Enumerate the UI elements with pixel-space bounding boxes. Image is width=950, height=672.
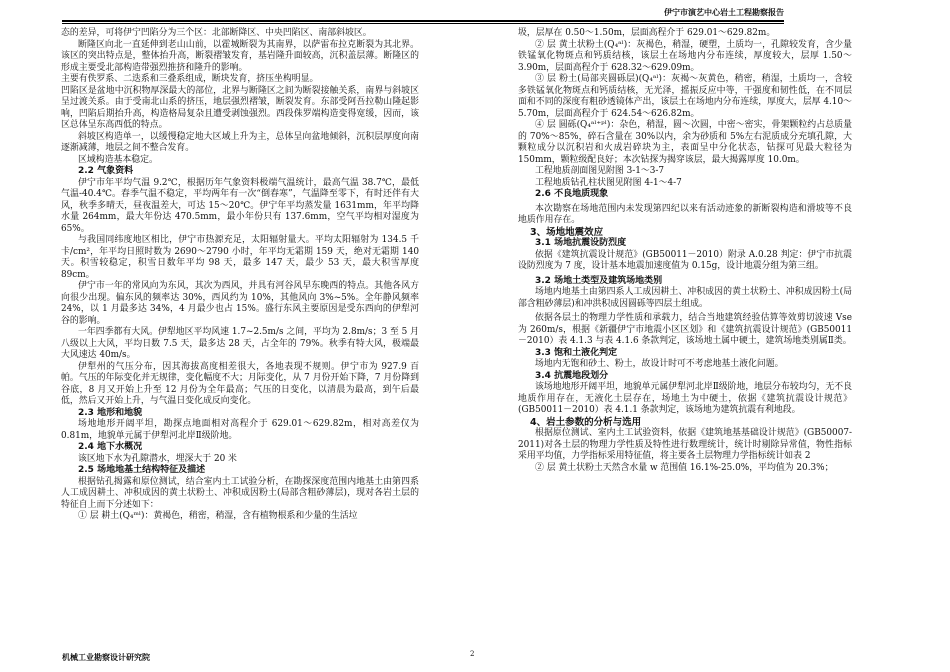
paragraph: ② 层 黄土状粉土天然含水量 w 范围值 16.1%-25.0%，平均值为 20.3%； bbox=[535, 462, 834, 473]
paragraph: 工程地质剖面图见附图 3-1～3-7 bbox=[535, 166, 665, 176]
paragraph: 该区地下水为孔隙潜水，埋深大于 20 米 bbox=[78, 453, 237, 464]
paragraph: 一年四季都有大风。伊犁地区平均风速 1.7~2.5m/s 之间，平均为 2.8m/s；3 至 5 月八级以上大风，平均日数 7.5 天，最多达 28 天，占全年的 79%。秋季有特大风，极端最大风速达 40m/s。 bbox=[61, 327, 419, 360]
paragraph: 与我国同纬度地区相比，伊宁市热源充足，太阳辐射量大。平均太阳辐射为 134.5 千卡/cm²，年平均日照时数为 2690～2790 小时，年平均无霜期 159 天，绝对无霜期 140 天。积雪较稳定，积雪日数年平均 98 天，最多 147 天，最少 53 天，最大积雪厚度 89cm。 bbox=[61, 235, 419, 280]
paragraph: 态的差异，可将伊宁凹陷分为三个区：北部断降区、中央凹陷区、南部斜坡区。 bbox=[61, 28, 372, 38]
section-heading-2-6: 2.6 不良地质现象 bbox=[535, 189, 609, 199]
paragraph: ① 层 耕土(Q₄ᵐˡ)：黄褐色，稍密，稍湿，含有植物根系和少量的生活垃 bbox=[78, 511, 358, 521]
section-heading-3-3: 3.3 饱和土液化判定 bbox=[535, 347, 618, 358]
section-heading-4: 4、岩土参数的分析与选用 bbox=[530, 416, 642, 428]
header-rule-thin bbox=[62, 23, 784, 24]
section-heading-2-5: 2.5 场地地基土结构特征及描述 bbox=[78, 465, 206, 475]
section-heading-3-4: 3.4 抗震地段划分 bbox=[535, 370, 609, 381]
section-heading-2-4: 2.4 地下水概况 bbox=[78, 442, 143, 452]
paragraph: 该场地地形开阔平坦，地貌单元属伊犁河北岸Ⅱ级阶地，地层分布较均匀，无不良地质作用存在，无液化土层存在，场地土为中硬土，依据《建筑抗震设计规范》(GB50011－2010）表 4.1.1 条款判定，该场地为建筑抗震有利地段。 bbox=[518, 382, 852, 415]
paragraph: 斜坡区构造单一，以缓慢稳定地大区域上升为主，总体呈向盆地倾斜，沉积层厚度向南逐渐减薄，地层之间不整合发育。 bbox=[61, 131, 419, 153]
page-number: 2 bbox=[470, 650, 475, 658]
header-rule-thick bbox=[62, 20, 784, 22]
right-column bbox=[518, 28, 852, 474]
section-heading-2-2: 2.2 气象资料 bbox=[78, 166, 134, 176]
left-column bbox=[61, 28, 419, 523]
paragraph: 依据《建筑抗震设计规范》(GB50011－2010）附录 A.0.28 判定：伊宁市抗震设防烈度为 7 度，设计基本地震加速度值为 0.15g，设计地震分组为第三组。 bbox=[518, 249, 852, 271]
paragraph: 伊犁州的气压分布，因其海拔高度相差很大，各地表现不规则。伊宁市为 927.9 百帕。气压的年际变化并无规律，变化幅度不大；月际变化，从 7 月份开始下降，7 月份降到谷底，8 月又开始上升至 12 月份为全年最高；气压的日变化，以清晨为最高，到午后最低，然后又开始上升，与气温日变化成反向变化。 bbox=[61, 361, 419, 406]
paragraph: 伊宁市一年的常风向为东风，其次为西风，并具有河谷风早东晚西的特点。其他各风方向很少出现。偏东风的频率达 30%，西风约为 10%，其他风向 3%~5%。全年静风频率 24%，以 1 月最多达 34%，4 月最少也占 15%。盛行东风主要原因是受东西向的伊犁河谷的影响。 bbox=[61, 281, 419, 326]
paragraph: 依据各层土的物理力学性质和承载力，结合当地建筑经验估算等效剪切波速 Vse 为 260m/s，根据《新疆伊宁市地震小区区划》和《建筑抗震设计规范》(GB50011－2010）表 4.1.3 与表 4.1.6 条款判定，该场地土属中硬土，建筑场地类别属Ⅱ类。 bbox=[518, 313, 852, 346]
paragraph: 伊宁市年平均气温 9.2℃，根据历年气象资料极端气温统计，最高气温 38.7℃，最低气温-40.4℃。春季气温不稳定，平均两年有一次“倒春寒”，气温降至零下，有时还伴有大风，秋季多晴天，昼夜温差大，可达 15～20℃。伊宁年平均蒸发量 1631mm，年平均降水量 264mm，最大年份达 470.5mm，最小年份只有 137.6mm，空气平均相对湿度为 65%。 bbox=[61, 177, 419, 234]
paragraph: ③ 层 粉土(局部夹圆砾层)(Q₄ᵃˡ)：灰褐～灰黄色，稍密，稍湿，土质均一，含较多铁锰氧化物斑点和钙质结核，无光泽，摇振反应中等，干强度和韧性低，在不同层面和不同的深度有粗砂透镜体产出，该层土在场地内分布连续，厚度大，层厚 4.10～5.70m，层面高程介于 624.54～626.82m。 bbox=[518, 74, 852, 119]
footer-organization: 机械工业勘察设计研究院 bbox=[62, 653, 150, 662]
section-heading-3-2: 3.2 场地土类型及建筑场地类别 bbox=[535, 275, 663, 286]
paragraph: 区域构造基本稳定。 bbox=[78, 154, 158, 165]
paragraph: 根据原位测试、室内土工试验资料，依据《建筑地基基础设计规范》(GB50007-2011)对各土层的物理力学性质及特性进行数理统计，统计时剔除异常值，物性指标采用平均值，力学指标采用特征值，将主要各土层物理力学指标统计如表 2 bbox=[518, 428, 852, 461]
section-heading-2-3: 2.3 地形和地貌 bbox=[78, 407, 143, 418]
paragraph: 凹陷区是盆地中沉积物厚深最大的部位，北界与断隆区之间为断裂接触关系，南界与斜坡区呈过渡关系。由于受南北山系的挤压，地层强烈褶皱，断裂发育。东部受阿吾拉勒山隆起影响，凹陷后期抬升高，构造格局复杂且遭受剥蚀强烈。西段侏罗端构造变得宽缓，因而，该区总体呈东高西低的特点。 bbox=[61, 85, 419, 130]
paragraph: 主要有佚罗系、二迭系和三叠系组成，断块发育，挤压坐构明显。 bbox=[61, 74, 319, 84]
paragraph: 场地内地基土由第四系人工成因耕土、冲积成因的黄土状粉土、冲积成因粉土(局部含粗砂薄层)和冲洪积成因圆砾等四层土组成。 bbox=[518, 287, 852, 309]
section-heading-3-1: 3.1 场地抗震设防烈度 bbox=[535, 238, 627, 248]
paragraph: 工程地质钻孔柱状图见附图 4-1～4-7 bbox=[535, 177, 682, 188]
paragraph: 场地内无饱和砂土、粉土，故设计时可不考虑地基土液化问题。 bbox=[535, 359, 784, 369]
page-header-title: 伊宁市演艺中心岩土工程勘察报告 bbox=[664, 8, 784, 17]
paragraph: ④ 层 圆砾(Q₄ᵃˡ⁺ᵖˡ)：杂色，稍湿，圆～次圆，中密～密实，骨架颗粒约占总质量的 70%～85%，碎石含量在 30%以内，余为砂质和 5%左右泥质成分充填孔隙，大颗粒成分以沉积岩和火成岩碎块为主，表面呈中分化状态，钻探可见最大粒径为 150mm，颗粒级配良好；本次钻探为揭穿该层，最大揭露厚度 10.0m。 bbox=[518, 120, 852, 165]
paragraph: 根据钻孔揭露和原位测试，结合室内土工试验分析，在勘探深度范围内地基土由第四系人工成因耕土、冲积成因的黄土状粉土、冲积成因粉土(局部含粗砂薄层)，现对各岩土层的特征自上而下分述如下： bbox=[61, 476, 419, 510]
paragraph: 本次勘察在场地范围内未发现第四纪以来有活动迹象的新断裂构造和滑坡等不良地质作用存在。 bbox=[518, 203, 852, 225]
paragraph: 场地地形开阔平坦，勘探点地面相对高程介于 629.01～629.82m，相对高差仅为 0.81m，地貌单元属于伊犁河北岸Ⅱ级阶地。 bbox=[61, 419, 419, 441]
paragraph: ② 层 黄土状粉土(Q₄ᵃˡ)：灰褐色，稍湿，硬塑，土质均一，孔隙较发育，含少量铁锰氧化物斑点和钙质结核，该层土在场地内分布连续，厚度较大，层厚 1.50～3.90m，层面高程介于 628.32～629.09m。 bbox=[518, 39, 852, 73]
paragraph: 断隆区向北一直延伸到老山山前，以霍城断裂为其南界，以萨雷布拉克断裂为其北界。该区的突出特点是，整体抬升高，断裂褶皱发育，基岩隆升面较高，沉积盖层薄。断隆区的形成主要受北部构造带强烈推挤和隆升的影响。 bbox=[61, 39, 419, 73]
paragraph: 圾，层厚在 0.50～1.50m，层面高程介于 629.01～629.82m。 bbox=[518, 28, 776, 38]
section-heading-3: 3、场地地震效应 bbox=[530, 226, 604, 238]
